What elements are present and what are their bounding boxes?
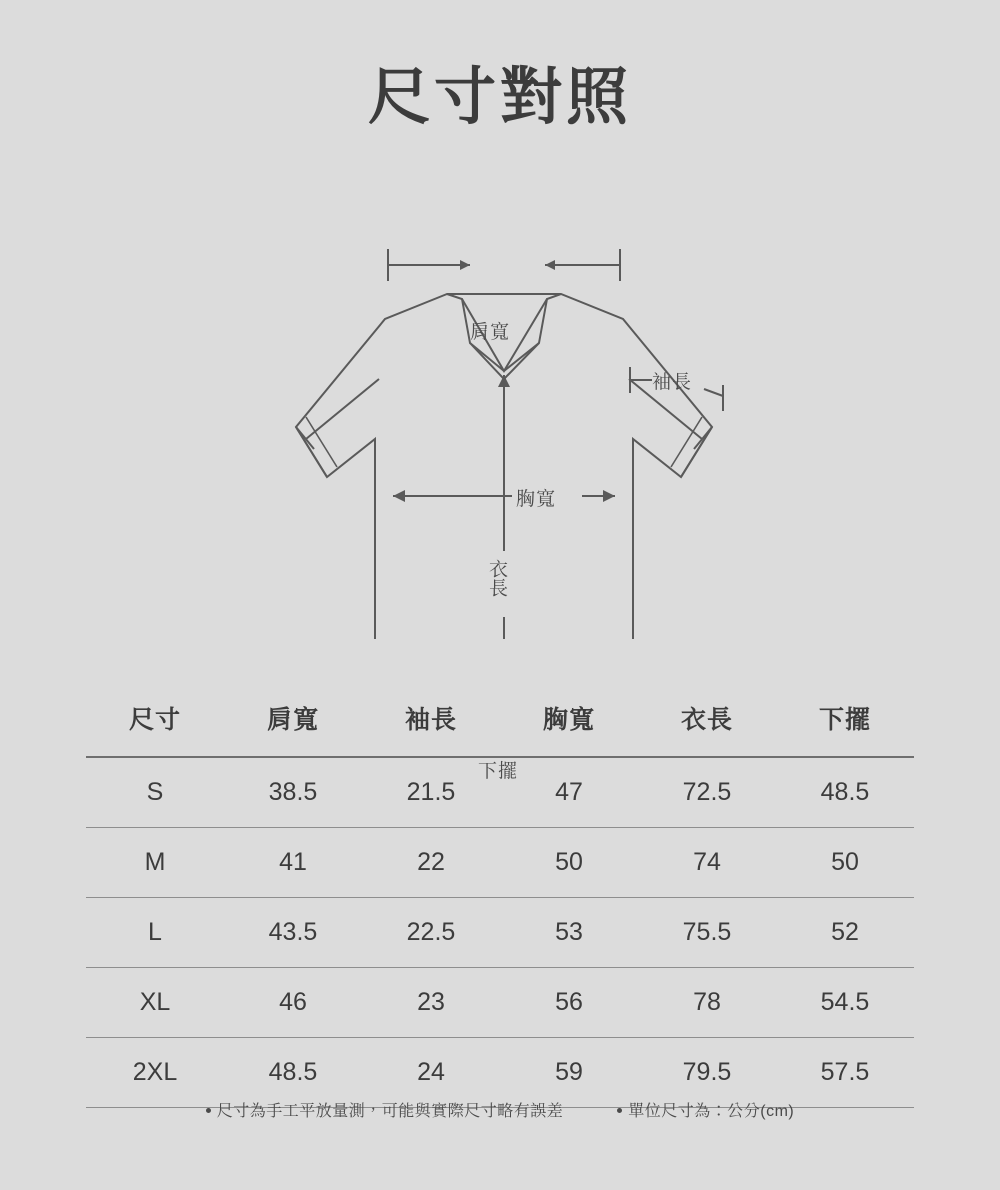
- column-header-shoulder: 肩寬: [266, 706, 319, 734]
- column-header-hem: 下擺: [818, 706, 871, 734]
- cell-hem: 48.5: [820, 778, 870, 806]
- bullet-icon: [206, 1108, 211, 1113]
- cell-sleeve: 23: [417, 988, 445, 1016]
- cell-length: 72.5: [682, 778, 732, 806]
- cell-sleeve: 22.5: [406, 918, 456, 946]
- table-row: [86, 1038, 914, 1108]
- cell-size: 2XL: [132, 1058, 178, 1086]
- cell-size: S: [146, 778, 164, 806]
- cell-shoulder: 48.5: [268, 1058, 318, 1086]
- cell-shoulder: 46: [279, 988, 307, 1016]
- cell-shoulder: 38.5: [268, 778, 318, 806]
- cell-chest: 47: [555, 778, 583, 806]
- cell-chest: 56: [555, 988, 583, 1016]
- cell-shoulder: 41: [279, 848, 307, 876]
- cell-size: M: [144, 848, 166, 876]
- size-table: [86, 686, 914, 1108]
- page-title: 尺寸對照: [367, 63, 632, 132]
- cell-hem: 50: [831, 848, 859, 876]
- footnote-measurement: [206, 1098, 564, 1121]
- footnotes: [0, 1098, 1000, 1121]
- table-row: [86, 968, 914, 1038]
- cell-hem: 57.5: [820, 1058, 870, 1086]
- table-row: [86, 757, 914, 828]
- cell-chest: 53: [555, 918, 583, 946]
- label-sleeve-length: 袖長: [652, 372, 693, 394]
- label-hem-width: 下擺: [478, 761, 519, 783]
- cell-chest: 59: [555, 1058, 583, 1086]
- size-table-wrapper: [86, 686, 914, 1108]
- footnote-unit-text: 單位尺寸為：公分(cm): [628, 1103, 795, 1120]
- cell-hem: 54.5: [820, 988, 870, 1016]
- size-table-head: [86, 686, 914, 757]
- table-row: [86, 828, 914, 898]
- cell-hem: 52: [831, 918, 859, 946]
- column-header-size: 尺寸: [128, 706, 181, 734]
- cell-sleeve: 21.5: [406, 778, 456, 806]
- size-table-body: [86, 757, 914, 1108]
- cell-sleeve: 24: [417, 1058, 445, 1086]
- cell-sleeve: 22: [417, 848, 445, 876]
- table-header-row: [86, 686, 914, 757]
- label-shoulder-width: 肩寬: [470, 322, 511, 344]
- bullet-icon: [617, 1108, 622, 1113]
- table-row: [86, 898, 914, 968]
- footnote-measurement-text: 尺寸為手工平放量測，可能與實際尺寸略有誤差: [216, 1103, 564, 1120]
- cell-length: 79.5: [682, 1058, 732, 1086]
- cell-length: 74: [693, 848, 721, 876]
- cell-length: 75.5: [682, 918, 732, 946]
- cell-size: L: [148, 918, 162, 946]
- cell-size: XL: [139, 988, 171, 1016]
- cell-length: 78: [693, 988, 721, 1016]
- column-header-chest: 胸寬: [542, 706, 595, 734]
- cell-shoulder: 43.5: [268, 918, 318, 946]
- label-chest-width: 胸寬: [516, 489, 557, 511]
- footnote-unit: [617, 1098, 794, 1121]
- label-body-length: 衣長: [486, 559, 507, 598]
- column-header-length: 衣長: [680, 706, 733, 734]
- cell-chest: 50: [555, 848, 583, 876]
- column-header-sleeve: 袖長: [404, 706, 457, 734]
